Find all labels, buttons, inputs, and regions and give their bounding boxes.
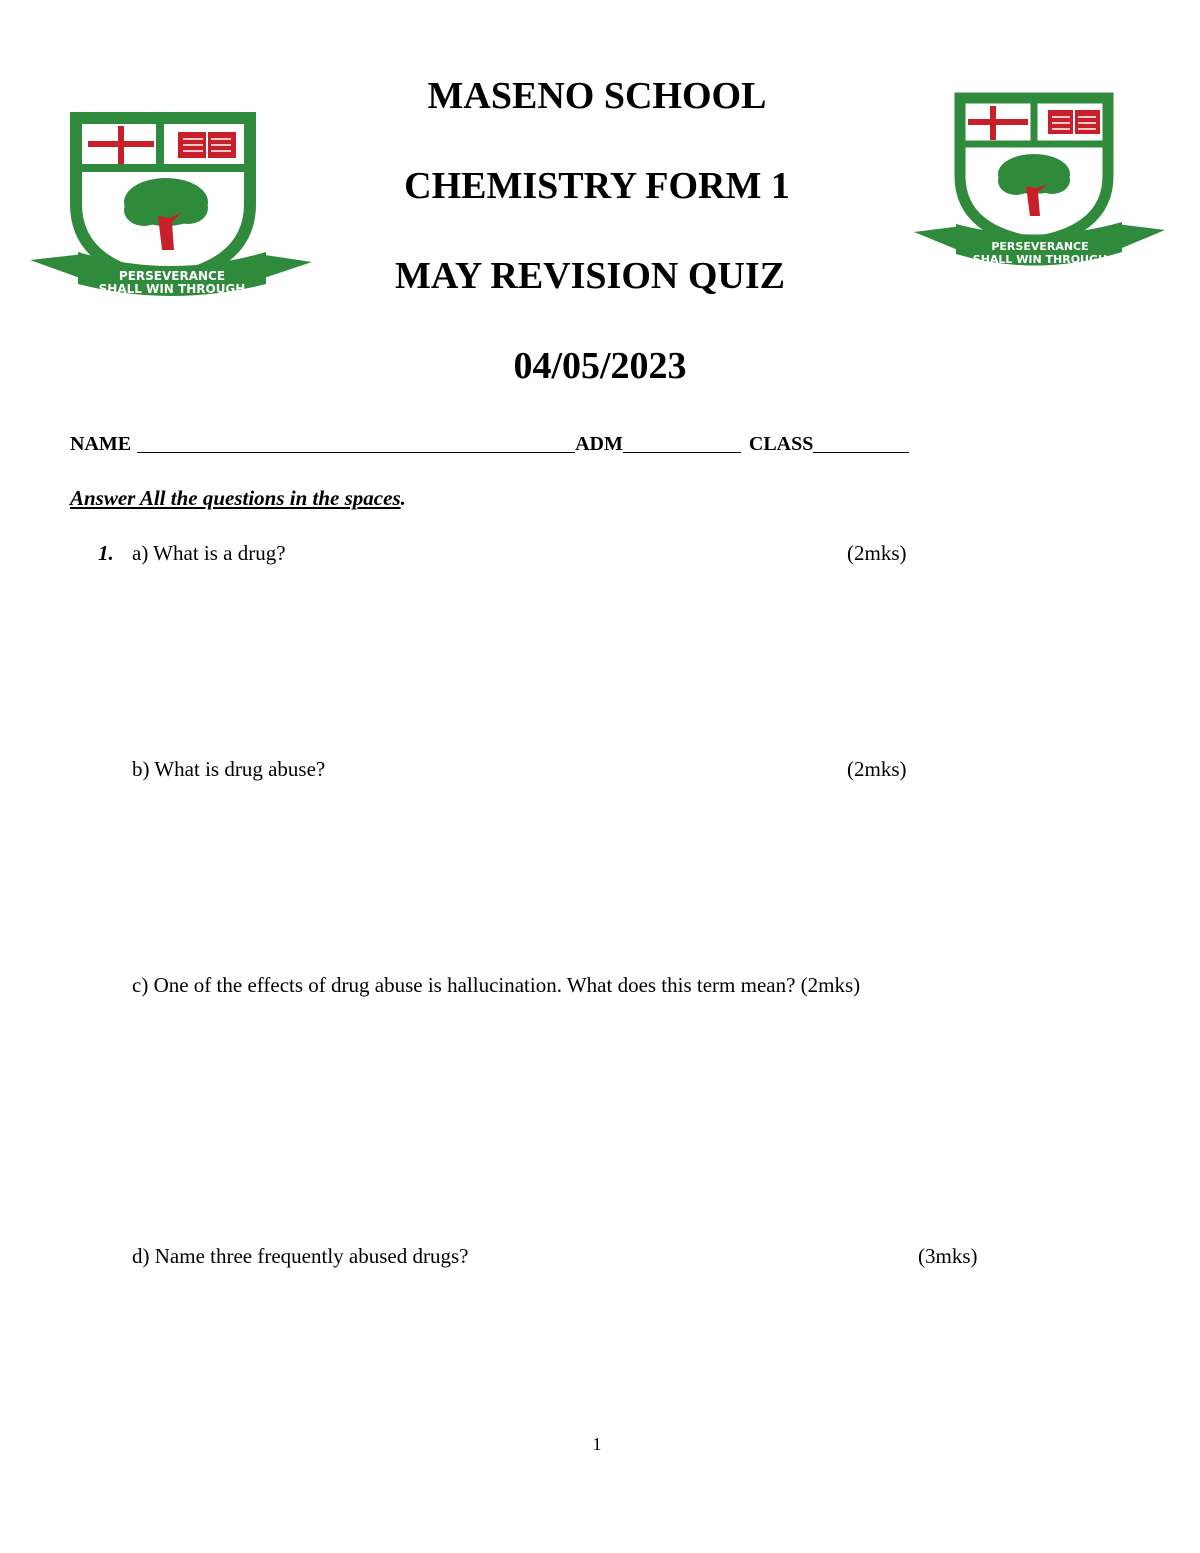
- question-1b-marks: (2mks): [847, 757, 907, 781]
- motto-text: SHALL WIN THROUGH: [972, 253, 1108, 266]
- name-field[interactable]: [137, 432, 575, 453]
- quiz-date: 04/05/2023: [513, 345, 687, 387]
- quiz-title: MAY REVISION QUIZ: [395, 255, 785, 297]
- adm-label: ADM: [575, 433, 623, 455]
- question-1c-text: c) One of the effects of drug abuse is hallucination. What does this term mean? (2mks): [132, 973, 861, 997]
- school-name: MASENO SCHOOL: [427, 75, 767, 117]
- adm-field[interactable]: [623, 432, 741, 453]
- name-label: NAME: [70, 433, 132, 455]
- question-1b-text: b) What is drug abuse?: [132, 757, 326, 781]
- motto-text: SHALL WIN THROUGH: [98, 282, 246, 296]
- class-label: CLASS: [748, 433, 814, 455]
- motto-text: PERSEVERANCE: [118, 269, 226, 283]
- question-1d-text: d) Name three frequently abused drugs?: [132, 1244, 469, 1268]
- book-icon: [178, 132, 236, 158]
- page-number: 1: [592, 1434, 602, 1454]
- question-1a-text: a) What is a drug?: [132, 541, 286, 565]
- question-number: 1.: [98, 541, 114, 565]
- motto-text: PERSEVERANCE: [991, 240, 1089, 253]
- instruction-end: .: [400, 486, 406, 510]
- class-field[interactable]: [813, 432, 909, 453]
- instruction-text: Answer All the questions in the spaces: [70, 486, 401, 510]
- student-details-row: [70, 432, 909, 456]
- question-1d-marks: (3mks): [918, 1244, 978, 1268]
- question-1a-marks: (2mks): [847, 541, 907, 565]
- subject-title: CHEMISTRY FORM 1: [404, 165, 790, 207]
- instructions: [70, 486, 406, 511]
